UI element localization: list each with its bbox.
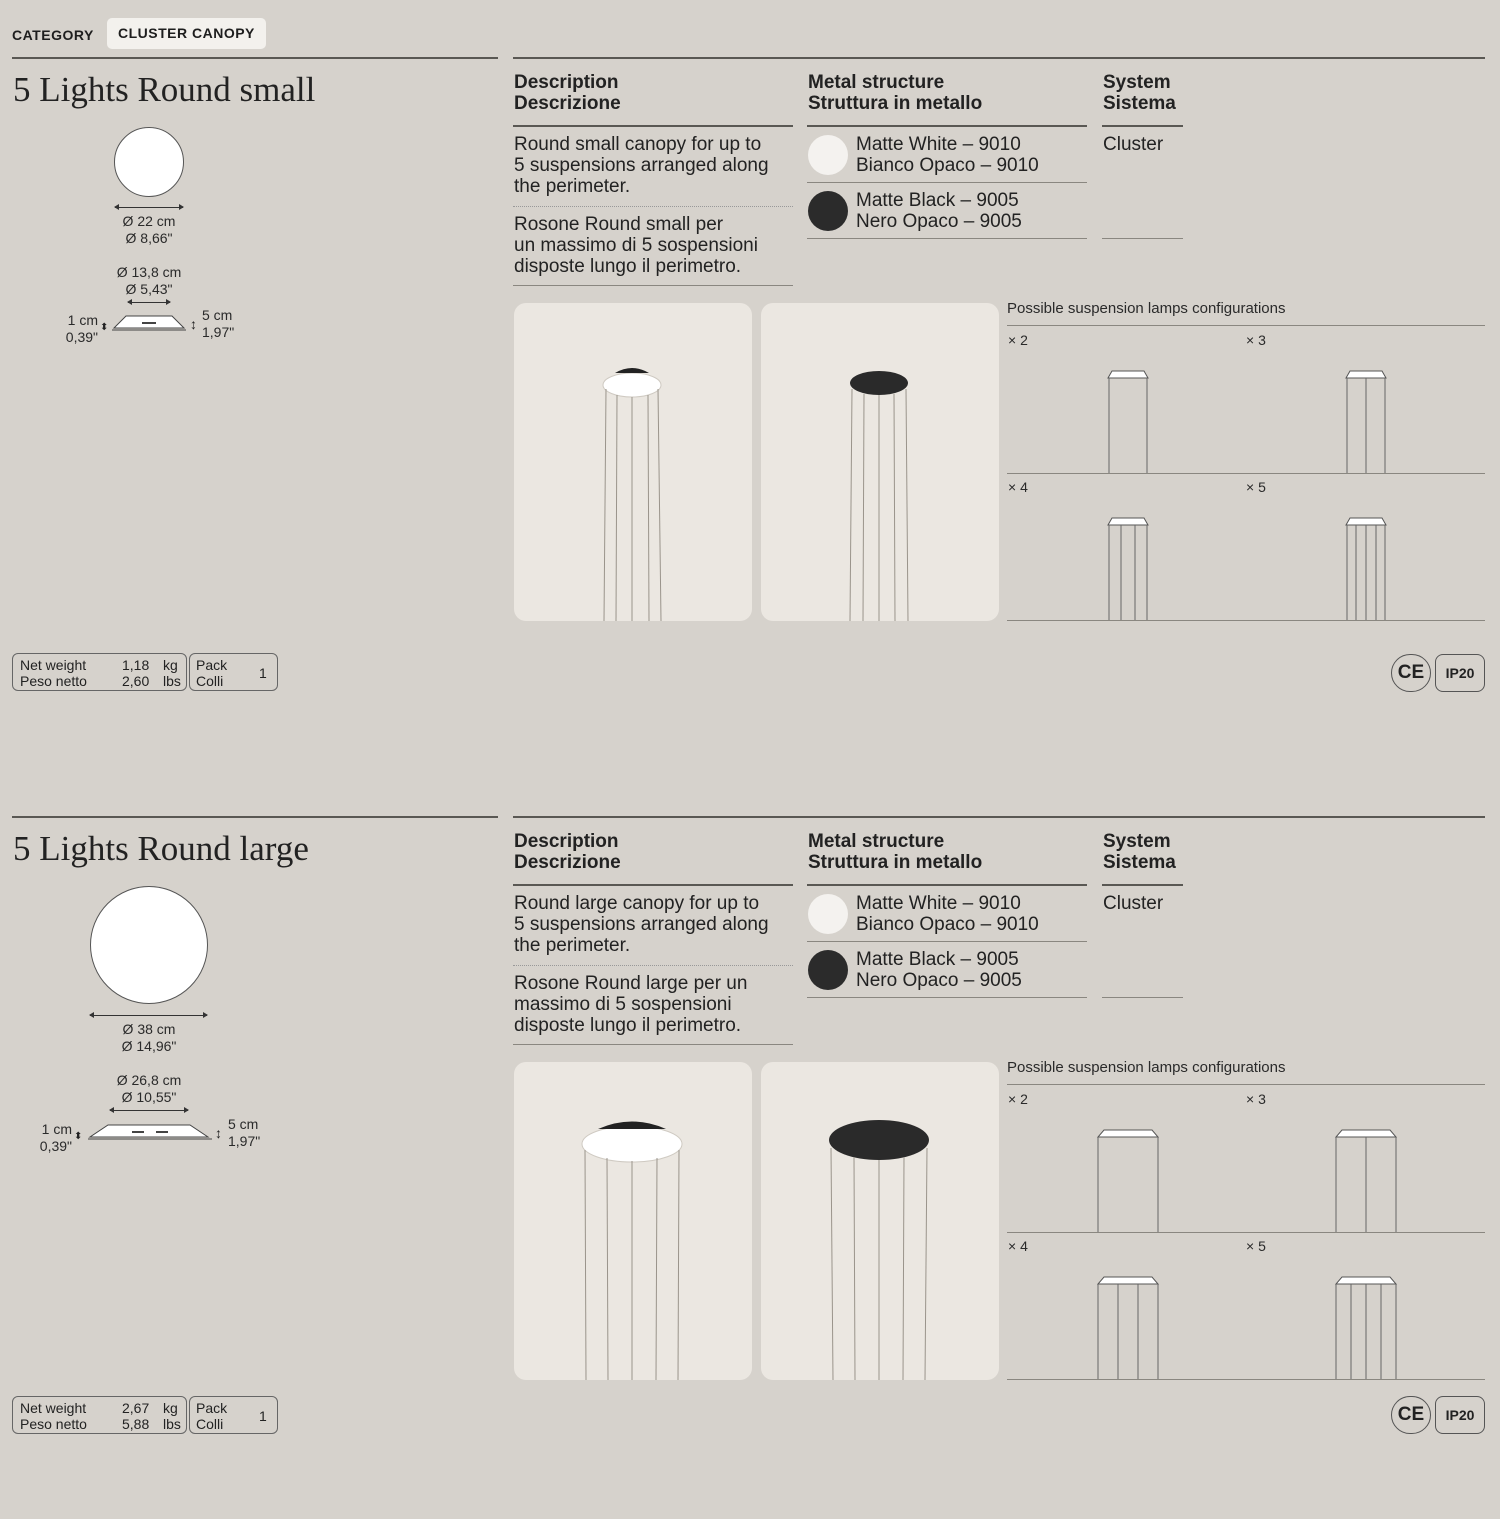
- description-bottom-rule: [513, 285, 793, 286]
- config-label-x4: × 4: [1008, 479, 1028, 495]
- config-diagram-x3: [1328, 1127, 1404, 1233]
- config-bottom-rule: [1007, 1379, 1485, 1380]
- config-diagram-x2: [1090, 1127, 1166, 1233]
- thickness-cm-label: 1 cm: [67, 312, 98, 328]
- finish-bottom-rule: [807, 997, 1087, 998]
- ip20-badge: IP20: [1435, 654, 1485, 692]
- inner-diameter-in-label: Ø 5,43": [125, 281, 173, 297]
- description-header-en: Description: [514, 72, 619, 93]
- section-rule-left: [12, 816, 498, 818]
- description-en: Round small canopy for up to 5 suspensions arranged along the perimeter.: [514, 134, 769, 197]
- description-divider: [513, 965, 793, 966]
- description-rule: [513, 884, 793, 886]
- config-label-x2: × 2: [1008, 1091, 1028, 1107]
- swatch-matte-black[interactable]: [808, 191, 848, 231]
- description-header-en: Description: [514, 831, 619, 852]
- system-value: Cluster: [1103, 134, 1164, 155]
- ce-mark-icon: CE: [1391, 654, 1431, 692]
- system-header-en: System: [1103, 831, 1171, 852]
- swatch-matte-white[interactable]: [808, 135, 848, 175]
- pack-box: Pack Colli 1: [189, 1396, 278, 1434]
- product-title: 5 Lights Round small: [13, 70, 316, 109]
- config-diagram-x4: [1100, 515, 1156, 621]
- inner-diameter-cm-label: Ø 26,8 cm: [116, 1072, 182, 1088]
- swatch-matte-white[interactable]: [808, 894, 848, 934]
- config-title: Possible suspension lamps configurations: [1007, 300, 1286, 317]
- config-top-rule: [1007, 1084, 1485, 1085]
- height-cm-label: 5 cm: [228, 1116, 259, 1132]
- product-title: 5 Lights Round large: [13, 829, 309, 868]
- height-in-label: 1,97": [228, 1133, 261, 1149]
- product-section-large: [0, 759, 1500, 1519]
- thickness-arrow-icon: ⬍: [74, 1131, 83, 1142]
- height-cm-label: 5 cm: [202, 307, 233, 323]
- photo-white-canopy: [514, 303, 752, 621]
- diameter-in-label: Ø 14,96": [121, 1038, 177, 1054]
- metal-header-it: Struttura in metallo: [808, 93, 983, 114]
- thickness-in-label: 0,39": [39, 1138, 72, 1154]
- photo-black-canopy: [761, 303, 999, 621]
- section-rule-right: [513, 57, 1485, 59]
- system-rule: [1102, 884, 1183, 886]
- metal-rule: [807, 125, 1087, 127]
- pack-box: Pack Colli 1: [189, 653, 278, 691]
- finish-bottom-rule: [807, 238, 1087, 239]
- config-middle-rule: [1007, 473, 1485, 474]
- inner-dimension-line: [128, 302, 170, 303]
- net-weight-box: Net weight Peso netto 2,67 5,88 kg lbs: [12, 1396, 187, 1434]
- canopy-side-view: [88, 1121, 212, 1141]
- config-label-x3: × 3: [1246, 332, 1266, 348]
- config-diagram-x5: [1338, 515, 1394, 621]
- config-top-rule: [1007, 325, 1485, 326]
- metal-header-en: Metal structure: [808, 831, 945, 852]
- thickness-cm-label: 1 cm: [41, 1121, 72, 1137]
- finish-white: Matte White – 9010 Bianco Opaco – 9010: [856, 893, 1039, 935]
- system-header-it: Sistema: [1103, 93, 1176, 114]
- config-diagram-x5: [1328, 1274, 1404, 1380]
- canopy-top-view: [114, 127, 184, 197]
- height-arrow-icon: ↕: [190, 316, 197, 332]
- system-bottom-rule: [1102, 997, 1183, 998]
- diameter-dimension-line: [115, 207, 183, 208]
- system-bottom-rule: [1102, 238, 1183, 239]
- system-value: Cluster: [1103, 893, 1164, 914]
- inner-diameter-in-label: Ø 10,55": [121, 1089, 177, 1105]
- description-header-it: Descrizione: [514, 93, 621, 114]
- finish-black: Matte Black – 9005 Nero Opaco – 9005: [856, 190, 1022, 232]
- category-badge[interactable]: CLUSTER CANOPY: [107, 18, 266, 49]
- config-diagram-x3: [1338, 368, 1394, 474]
- diameter-dimension-line: [90, 1015, 207, 1016]
- ip20-badge: IP20: [1435, 1396, 1485, 1434]
- thickness-arrow-icon: ⬍: [100, 322, 109, 333]
- description-en: Round large canopy for up to 5 suspensions arranged along the perimeter.: [514, 893, 769, 956]
- metal-header-en: Metal structure: [808, 72, 945, 93]
- photo-black-canopy: [761, 1062, 999, 1380]
- category-label: CATEGORY: [12, 27, 94, 43]
- metal-rule: [807, 884, 1087, 886]
- description-header-it: Descrizione: [514, 852, 621, 873]
- ce-mark-icon: CE: [1391, 1396, 1431, 1434]
- system-header-it: Sistema: [1103, 852, 1176, 873]
- finish-divider: [807, 182, 1087, 183]
- inner-dimension-line: [110, 1110, 188, 1111]
- config-bottom-rule: [1007, 620, 1485, 621]
- section-rule-right: [513, 816, 1485, 818]
- height-in-label: 1,97": [202, 324, 235, 340]
- config-label-x5: × 5: [1246, 479, 1266, 495]
- config-middle-rule: [1007, 1232, 1485, 1233]
- config-label-x5: × 5: [1246, 1238, 1266, 1254]
- system-header-en: System: [1103, 72, 1171, 93]
- description-rule: [513, 125, 793, 127]
- photo-white-canopy: [514, 1062, 752, 1380]
- canopy-top-view: [90, 886, 208, 1004]
- config-label-x2: × 2: [1008, 332, 1028, 348]
- config-diagram-x2: [1100, 368, 1156, 474]
- description-it: Rosone Round small per un massimo di 5 sospensioni disposte lungo il perimetro.: [514, 214, 758, 277]
- diameter-cm-label: Ø 38 cm: [122, 1021, 176, 1037]
- finish-divider: [807, 941, 1087, 942]
- finish-black: Matte Black – 9005 Nero Opaco – 9005: [856, 949, 1022, 991]
- diameter-in-label: Ø 8,66": [125, 230, 173, 246]
- net-weight-box: Net weight Peso netto 1,18 2,60 kg lbs: [12, 653, 187, 691]
- swatch-matte-black[interactable]: [808, 950, 848, 990]
- finish-white: Matte White – 9010 Bianco Opaco – 9010: [856, 134, 1039, 176]
- inner-diameter-cm-label: Ø 13,8 cm: [116, 264, 182, 280]
- diameter-cm-label: Ø 22 cm: [122, 213, 176, 229]
- config-label-x3: × 3: [1246, 1091, 1266, 1107]
- description-divider: [513, 206, 793, 207]
- metal-header-it: Struttura in metallo: [808, 852, 983, 873]
- thickness-in-label: 0,39": [65, 329, 98, 345]
- height-arrow-icon: ↕: [215, 1125, 222, 1141]
- config-label-x4: × 4: [1008, 1238, 1028, 1254]
- system-rule: [1102, 125, 1183, 127]
- config-diagram-x4: [1090, 1274, 1166, 1380]
- config-title: Possible suspension lamps configurations: [1007, 1059, 1286, 1076]
- canopy-side-view: [112, 312, 186, 332]
- description-it: Rosone Round large per un massimo di 5 sospensioni disposte lungo il perimetro.: [514, 973, 748, 1036]
- section-rule-left: [12, 57, 498, 59]
- description-bottom-rule: [513, 1044, 793, 1045]
